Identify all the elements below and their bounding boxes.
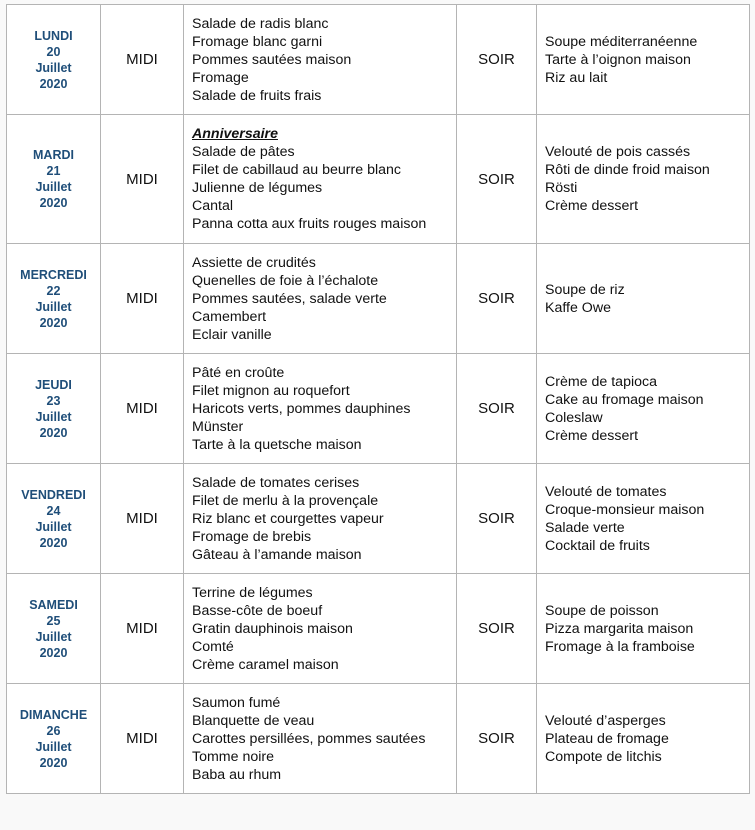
dish-item: Pommes sautées maison — [192, 51, 352, 68]
lunch-dishes — [184, 574, 457, 684]
dinner-dishes — [537, 464, 750, 574]
dish-item: Comté — [192, 638, 234, 655]
dinner-label: SOIR — [457, 115, 537, 244]
dish-item: Cantal — [192, 198, 234, 214]
weekly-menu-table — [6, 4, 750, 794]
lunch-label: MIDI — [101, 115, 184, 244]
dish-item: Baba au rhum — [192, 766, 282, 783]
dish-item: Blanquette de veau — [192, 712, 315, 729]
lunch-dishes — [184, 244, 457, 354]
day-row-mercredi — [7, 244, 750, 354]
dish-item: Camembert — [192, 308, 267, 325]
dish-item: Soupe méditerranéenne — [545, 33, 698, 50]
day-day: VENDREDI — [21, 487, 86, 502]
dinner-dishes — [537, 684, 750, 794]
day-date: 25 — [46, 613, 61, 628]
dish-item: Rôti de dinde froid maison — [545, 162, 710, 178]
day-date: 22 — [46, 283, 61, 298]
lunch-label: MIDI — [101, 5, 184, 115]
dish-item: Velouté de tomates — [545, 483, 667, 500]
day-row-mardi — [7, 115, 750, 244]
day-row-samedi — [7, 574, 750, 684]
dish-item: Panna cotta aux fruits rouges maison — [192, 216, 427, 232]
special-occasion-label: Anniversaire — [192, 126, 278, 142]
day-date: 23 — [46, 393, 61, 408]
dish-item: Salade de fruits frais — [192, 87, 322, 104]
dish-item: Fromage à la framboise — [545, 638, 695, 655]
dish-item: Filet de cabillaud au beurre blanc — [192, 162, 402, 178]
day-day: SAMEDI — [29, 597, 78, 612]
dish-item: Salade de tomates cerises — [192, 474, 360, 491]
dish-item: Croque-monsieur maison — [545, 501, 705, 518]
dish-item: Fromage blanc garni — [192, 33, 323, 50]
dish-item: Soupe de poisson — [545, 602, 659, 619]
dish-item: Gratin dauphinois maison — [192, 620, 353, 637]
dinner-dishes — [537, 5, 750, 115]
dish-item: Gâteau à l’amande maison — [192, 546, 362, 563]
dish-item: Velouté de pois cassés — [545, 144, 691, 160]
day-day: JEUDI — [35, 377, 72, 392]
lunch-label: MIDI — [101, 354, 184, 464]
lunch-label: MIDI — [101, 574, 184, 684]
dish-item: Filet mignon au roquefort — [192, 382, 350, 399]
lunch-label: MIDI — [101, 244, 184, 354]
dish-item: Rösti — [545, 180, 578, 196]
dish-item: Salade de radis blanc — [192, 15, 329, 32]
dish-item: Tarte à la quetsche maison — [192, 436, 362, 453]
day-row-dimanche — [7, 684, 750, 794]
dish-item: Pommes sautées, salade verte — [192, 290, 387, 307]
day-day: MERCREDI — [20, 267, 87, 282]
dish-item: Fromage de brebis — [192, 528, 312, 545]
lunch-dishes — [184, 115, 457, 244]
dinner-label: SOIR — [457, 464, 537, 574]
dinner-dishes — [537, 354, 750, 464]
dish-item: Carottes persillées, pommes sautées — [192, 730, 426, 747]
day-day: LUNDI — [34, 28, 73, 43]
lunch-label: MIDI — [101, 464, 184, 574]
day-month: Juillet — [35, 299, 72, 314]
day-year: 2020 — [39, 76, 68, 91]
dish-item: Riz au lait — [545, 69, 608, 86]
day-day: DIMANCHE — [19, 707, 88, 722]
dish-item: Salade verte — [545, 519, 625, 536]
dish-item: Eclair vanille — [192, 326, 272, 343]
day-year: 2020 — [39, 425, 68, 440]
dish-item: Crème de tapioca — [545, 373, 657, 390]
dish-item: Tomme noire — [192, 748, 274, 765]
dinner-label: SOIR — [457, 574, 537, 684]
dinner-label: SOIR — [457, 684, 537, 794]
dinner-label: SOIR — [457, 354, 537, 464]
day-year: 2020 — [39, 645, 68, 660]
dish-item: Riz blanc et courgettes vapeur — [192, 510, 384, 527]
day-year: 2020 — [39, 535, 68, 550]
dish-item: Plateau de fromage — [545, 730, 669, 747]
dish-item: Münster — [192, 418, 244, 435]
dish-item: Assiette de crudités — [192, 254, 316, 271]
dish-item: Crème dessert — [545, 198, 639, 214]
dish-item: Cocktail de fruits — [545, 537, 650, 554]
day-cell — [7, 574, 101, 684]
lunch-label: MIDI — [101, 684, 184, 794]
day-year: 2020 — [39, 196, 68, 210]
lunch-dishes — [184, 354, 457, 464]
day-month: Juillet — [35, 409, 72, 424]
day-cell — [7, 244, 101, 354]
day-cell — [7, 684, 101, 794]
day-date: 24 — [46, 503, 61, 518]
day-row-jeudi — [7, 354, 750, 464]
dish-item: Pâté en croûte — [192, 364, 285, 381]
day-row-lundi — [7, 5, 750, 115]
dish-item: Salade de pâtes — [192, 144, 295, 160]
day-month: Juillet — [35, 519, 72, 534]
dish-item: Velouté d’asperges — [545, 712, 666, 729]
lunch-dishes — [184, 5, 457, 115]
dish-item: Haricots verts, pommes dauphines — [192, 400, 411, 417]
day-month: Juillet — [35, 180, 72, 194]
dinner-label: SOIR — [457, 244, 537, 354]
day-cell — [7, 5, 101, 115]
dish-item: Crème caramel maison — [192, 656, 339, 673]
dinner-dishes — [537, 115, 750, 244]
dish-item: Tarte à l’oignon maison — [545, 51, 691, 68]
lunch-dishes — [184, 464, 457, 574]
day-month: Juillet — [35, 629, 72, 644]
dish-item: Cake au fromage maison — [545, 391, 704, 408]
dinner-label: SOIR — [457, 5, 537, 115]
dish-item: Coleslaw — [545, 409, 603, 426]
day-row-vendredi — [7, 464, 750, 574]
day-year: 2020 — [39, 315, 68, 330]
dish-item: Crème dessert — [545, 427, 639, 444]
dish-item: Pizza margarita maison — [545, 620, 694, 637]
dinner-dishes — [537, 244, 750, 354]
day-month: Juillet — [35, 739, 72, 754]
day-year: 2020 — [39, 755, 68, 770]
dish-item: Fromage — [192, 69, 249, 86]
lunch-dishes — [184, 684, 457, 794]
dish-item: Kaffe Owe — [545, 299, 611, 316]
dish-item: Compote de litchis — [545, 748, 662, 765]
day-cell — [7, 464, 101, 574]
dinner-dishes — [537, 574, 750, 684]
day-date: 21 — [46, 164, 61, 178]
dish-item: Quenelles de foie à l’échalote — [192, 272, 379, 289]
day-cell — [7, 354, 101, 464]
dish-item: Terrine de légumes — [192, 584, 313, 601]
day-month: Juillet — [35, 60, 72, 75]
day-date: 20 — [46, 44, 61, 59]
day-day: MARDI — [33, 148, 74, 162]
dish-item: Filet de merlu à la provençale — [192, 492, 379, 509]
dish-item: Julienne de légumes — [192, 180, 323, 196]
day-date: 26 — [46, 723, 61, 738]
dish-item: Soupe de riz — [545, 281, 625, 298]
dish-item: Basse-côte de boeuf — [192, 602, 323, 619]
dish-item: Saumon fumé — [192, 694, 281, 711]
day-cell — [7, 115, 101, 244]
